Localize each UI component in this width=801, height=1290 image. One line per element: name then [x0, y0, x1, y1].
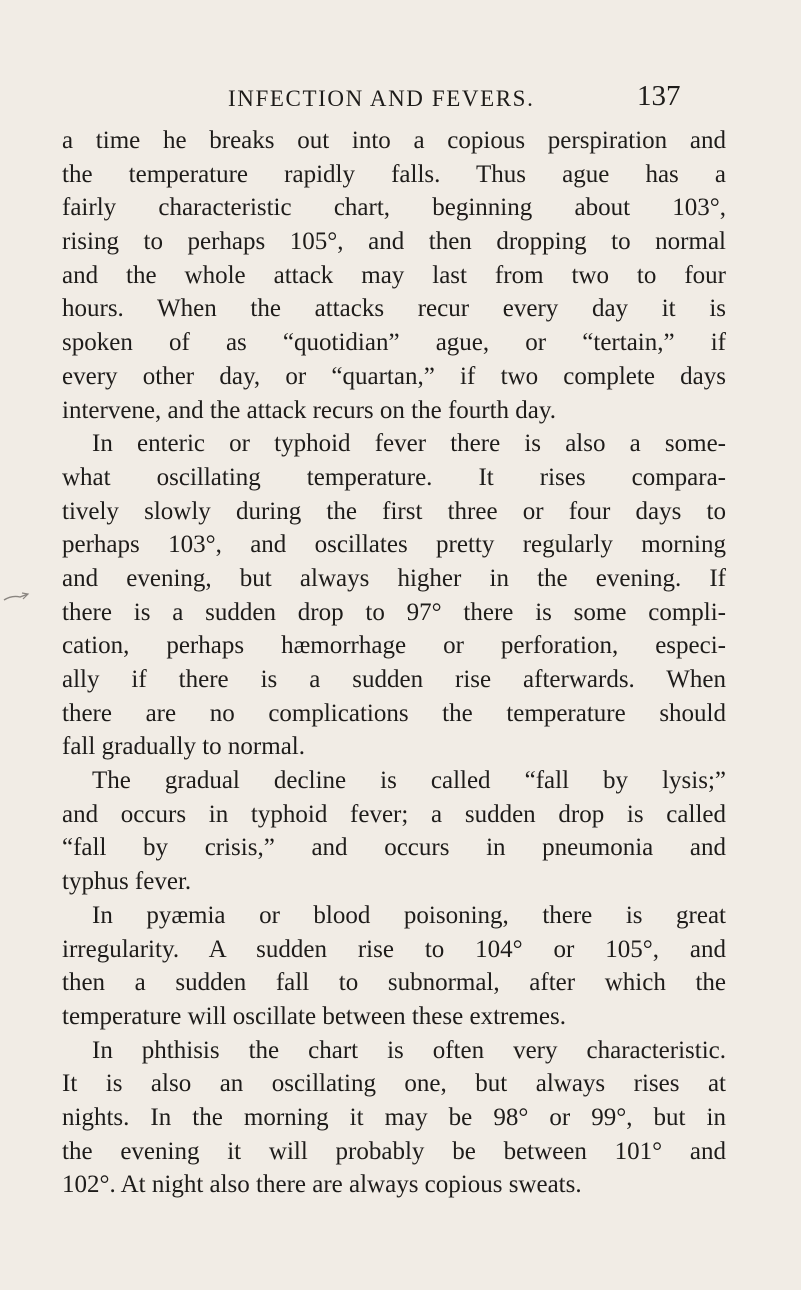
text-line: every other day, or “quartan,” if two complete days — [62, 362, 726, 390]
text-line: perhaps 103°, and oscillates pretty regularly morning — [62, 531, 726, 559]
text-line: rising to perhaps 105°, and then dropping to normal — [62, 228, 726, 256]
text-line: spoken of as “quotidian” ague, or “tertain,” if — [62, 329, 726, 357]
text-line: there are no complications the temperature should — [62, 699, 726, 727]
text-line: then a sudden fall to subnormal, after which the — [62, 969, 726, 997]
text-line: hours. When the attacks recur every day it is — [62, 295, 726, 323]
paragraph-start-line: In pyæmia or blood poisoning, there is great — [92, 901, 726, 929]
text-line: 102°. At night also there are always copious sweats. — [62, 1171, 582, 1199]
text-line: fall gradually to normal. — [62, 733, 305, 761]
text-line: temperature will oscillate between these extremes. — [62, 1002, 566, 1030]
text-line: It is also an oscillating one, but always rises at — [62, 1070, 726, 1098]
text-line: a time he breaks out into a copious perspiration and — [62, 127, 726, 154]
page-header — [0, 80, 801, 114]
text-line: nights. In the morning it may be 98° or 99°, but in — [62, 1103, 726, 1131]
text-line: ally if there is a sudden rise afterwards. When — [62, 666, 726, 693]
text-line: fairly characteristic chart, beginning about 103°, — [62, 194, 726, 222]
text-line: the evening it will probably be between 101° and — [62, 1137, 726, 1165]
text-line: cation, perhaps hæmorrhage or perforation, especi- — [62, 632, 726, 660]
text-line: tively slowly during the first three or four days to — [62, 497, 726, 525]
paragraph-start-line: In phthisis the chart is often very characteristic. — [92, 1036, 726, 1064]
paragraph-start-line: The gradual decline is called “fall by lysis;” — [92, 767, 726, 795]
text-line: and evening, but always higher in the evening. If — [62, 564, 726, 592]
text-line: and the whole attack may last from two to four — [62, 261, 726, 289]
running-title: INFECTION AND FEVERS. — [228, 86, 535, 111]
paragraph-start-line: In enteric or typhoid fever there is also a some- — [92, 430, 726, 458]
text-line: irregularity. A sudden rise to 104° or 105°, and — [62, 935, 726, 963]
text-line: what oscillating temperature. It rises compara- — [62, 463, 726, 491]
text-line: intervene, and the attack recurs on the fourth day. — [62, 396, 557, 424]
body-text — [62, 124, 726, 1202]
text-line: the temperature rapidly falls. Thus ague has a — [62, 160, 726, 188]
text-line: typhus fever. — [62, 868, 192, 896]
margin-mark-icon — [2, 591, 30, 605]
text-line: and occurs in typhoid fever; a sudden drop is called — [62, 800, 726, 828]
text-line: “fall by crisis,” and occurs in pneumonia and — [62, 834, 726, 862]
text-line: there is a sudden drop to 97° there is some compli- — [62, 598, 726, 626]
page-number: 137 — [637, 80, 681, 112]
